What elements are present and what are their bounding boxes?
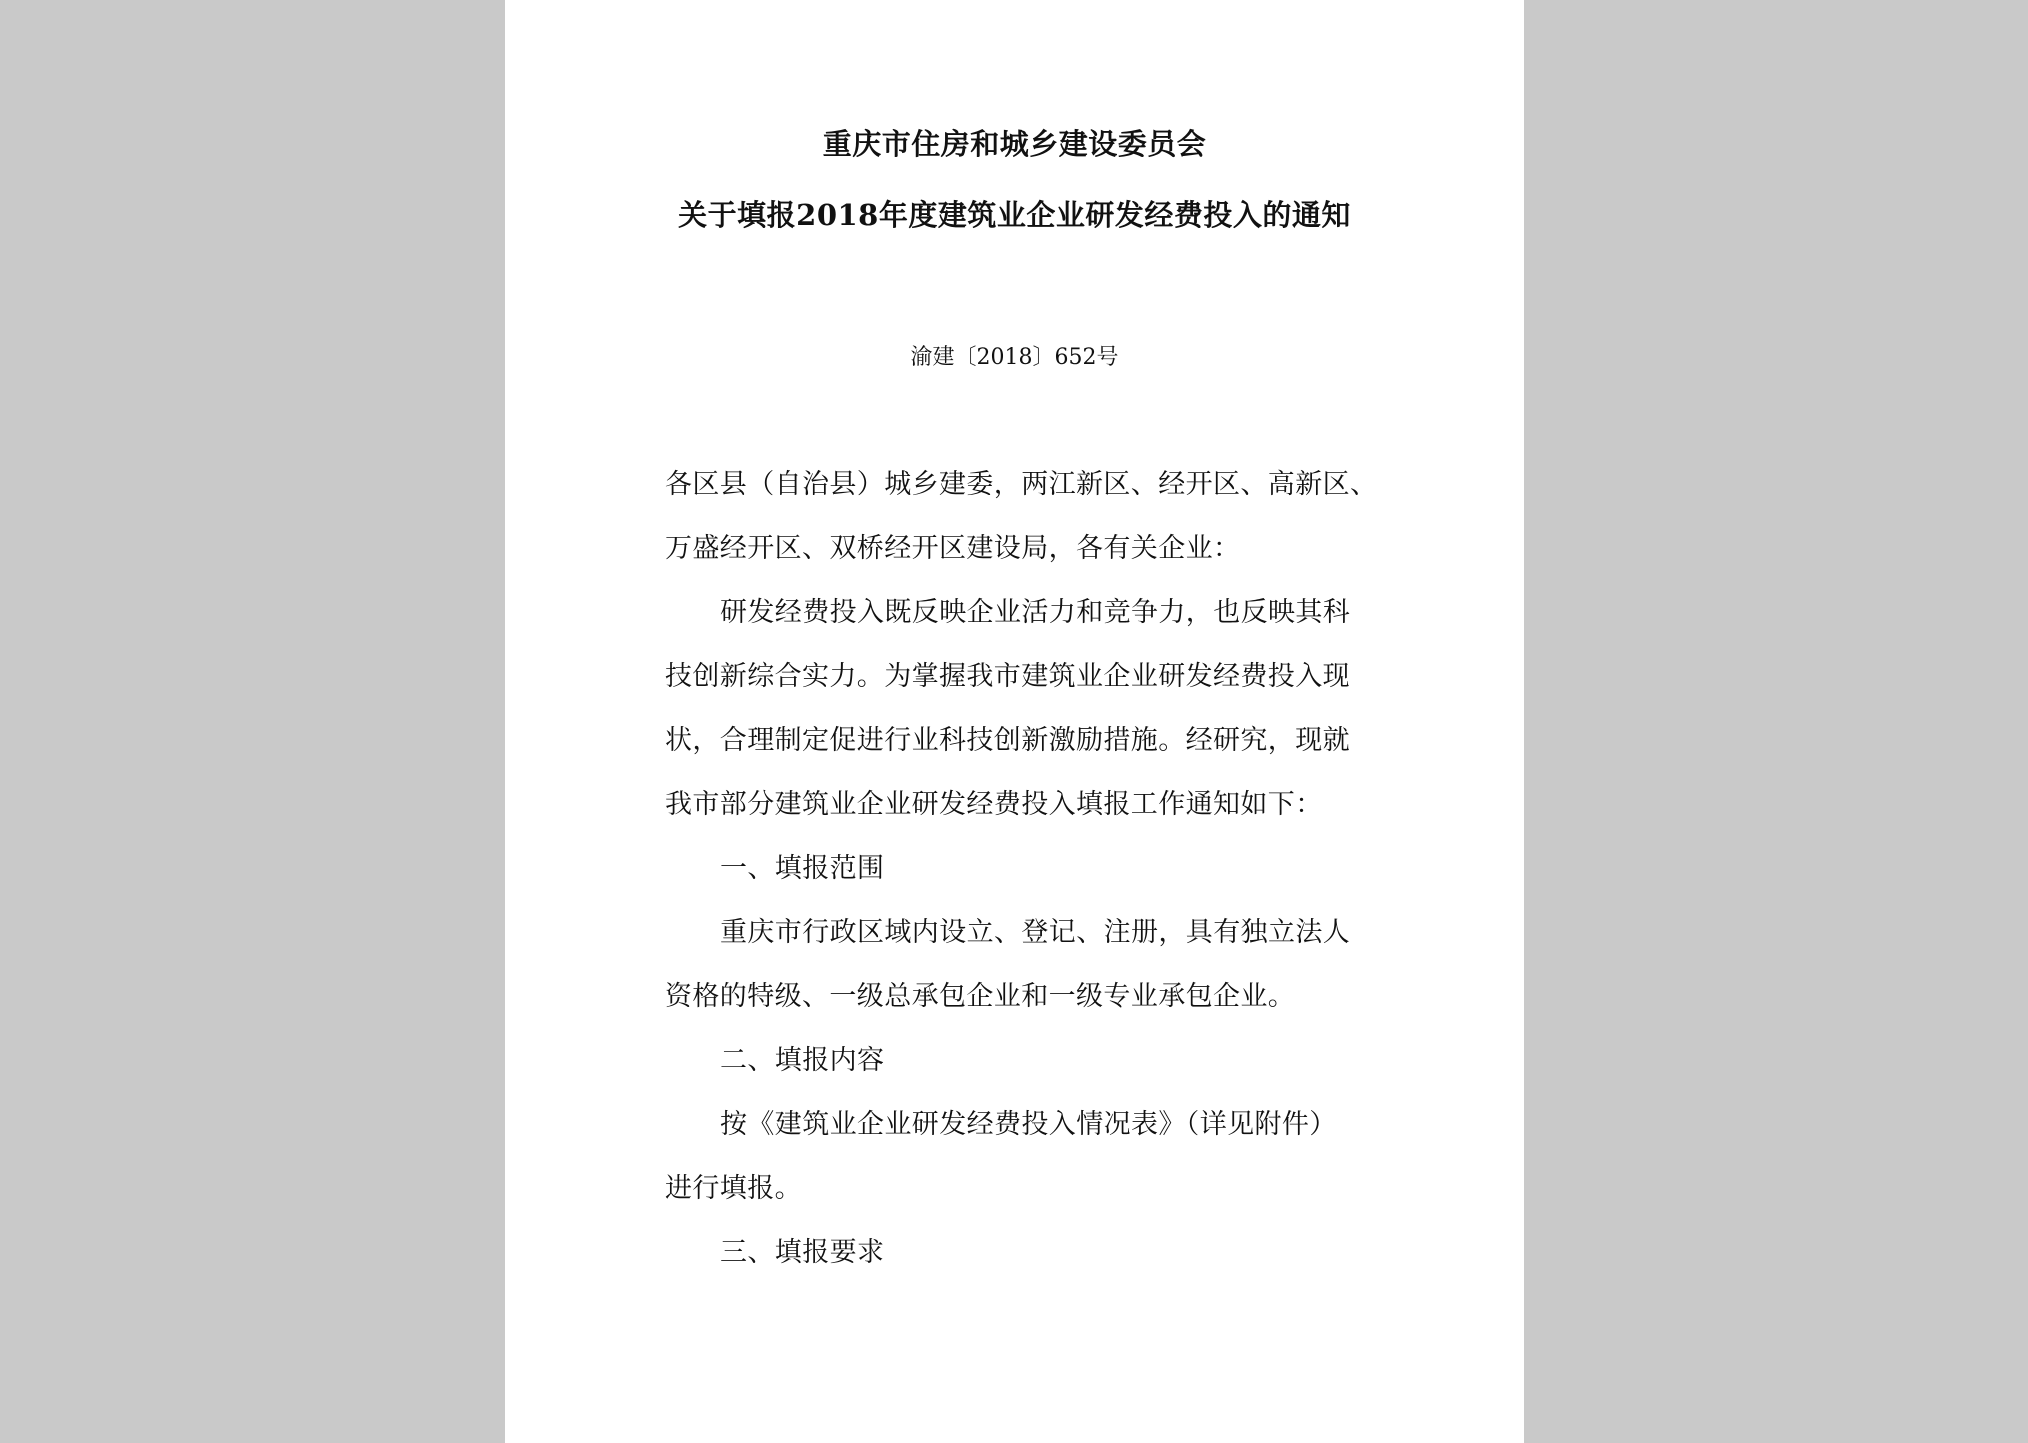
body-paragraph-line: 研发经费投入既反映企业活力和竞争力，也反映其科 bbox=[720, 597, 1351, 628]
section-heading-requirements: 三、填报要求 bbox=[720, 1237, 885, 1268]
body-paragraph-line: 进行填报。 bbox=[665, 1173, 802, 1204]
document-number: 渝建〔2018〕652号 bbox=[910, 345, 1119, 370]
section-heading-scope: 一、填报范围 bbox=[720, 853, 885, 884]
body-paragraph-line: 资格的特级、一级总承包企业和一级专业承包企业。 bbox=[665, 981, 1296, 1012]
document-title-subject: 关于填报2018年度建筑业企业研发经费投入的通知 bbox=[678, 198, 1351, 232]
recipients-line-1: 各区县（自治县）城乡建委，两江新区、经开区、高新区、 bbox=[665, 469, 1378, 500]
body-paragraph-line: 重庆市行政区域内设立、登记、注册，具有独立法人 bbox=[720, 917, 1351, 948]
document-page bbox=[505, 0, 1524, 1443]
document-title-issuer: 重庆市住房和城乡建设委员会 bbox=[822, 127, 1207, 161]
body-paragraph-line: 按《建筑业企业研发经费投入情况表》（详见附件） bbox=[720, 1109, 1337, 1140]
section-heading-content: 二、填报内容 bbox=[720, 1045, 885, 1076]
recipients-line-2: 万盛经开区、双桥经开区建设局，各有关企业： bbox=[665, 533, 1241, 564]
body-paragraph-line: 技创新综合实力。为掌握我市建筑业企业研发经费投入现 bbox=[665, 661, 1350, 692]
body-paragraph-line: 我市部分建筑业企业研发经费投入填报工作通知如下： bbox=[665, 789, 1323, 820]
body-paragraph-line: 状，合理制定促进行业科技创新激励措施。经研究，现就 bbox=[665, 725, 1350, 756]
